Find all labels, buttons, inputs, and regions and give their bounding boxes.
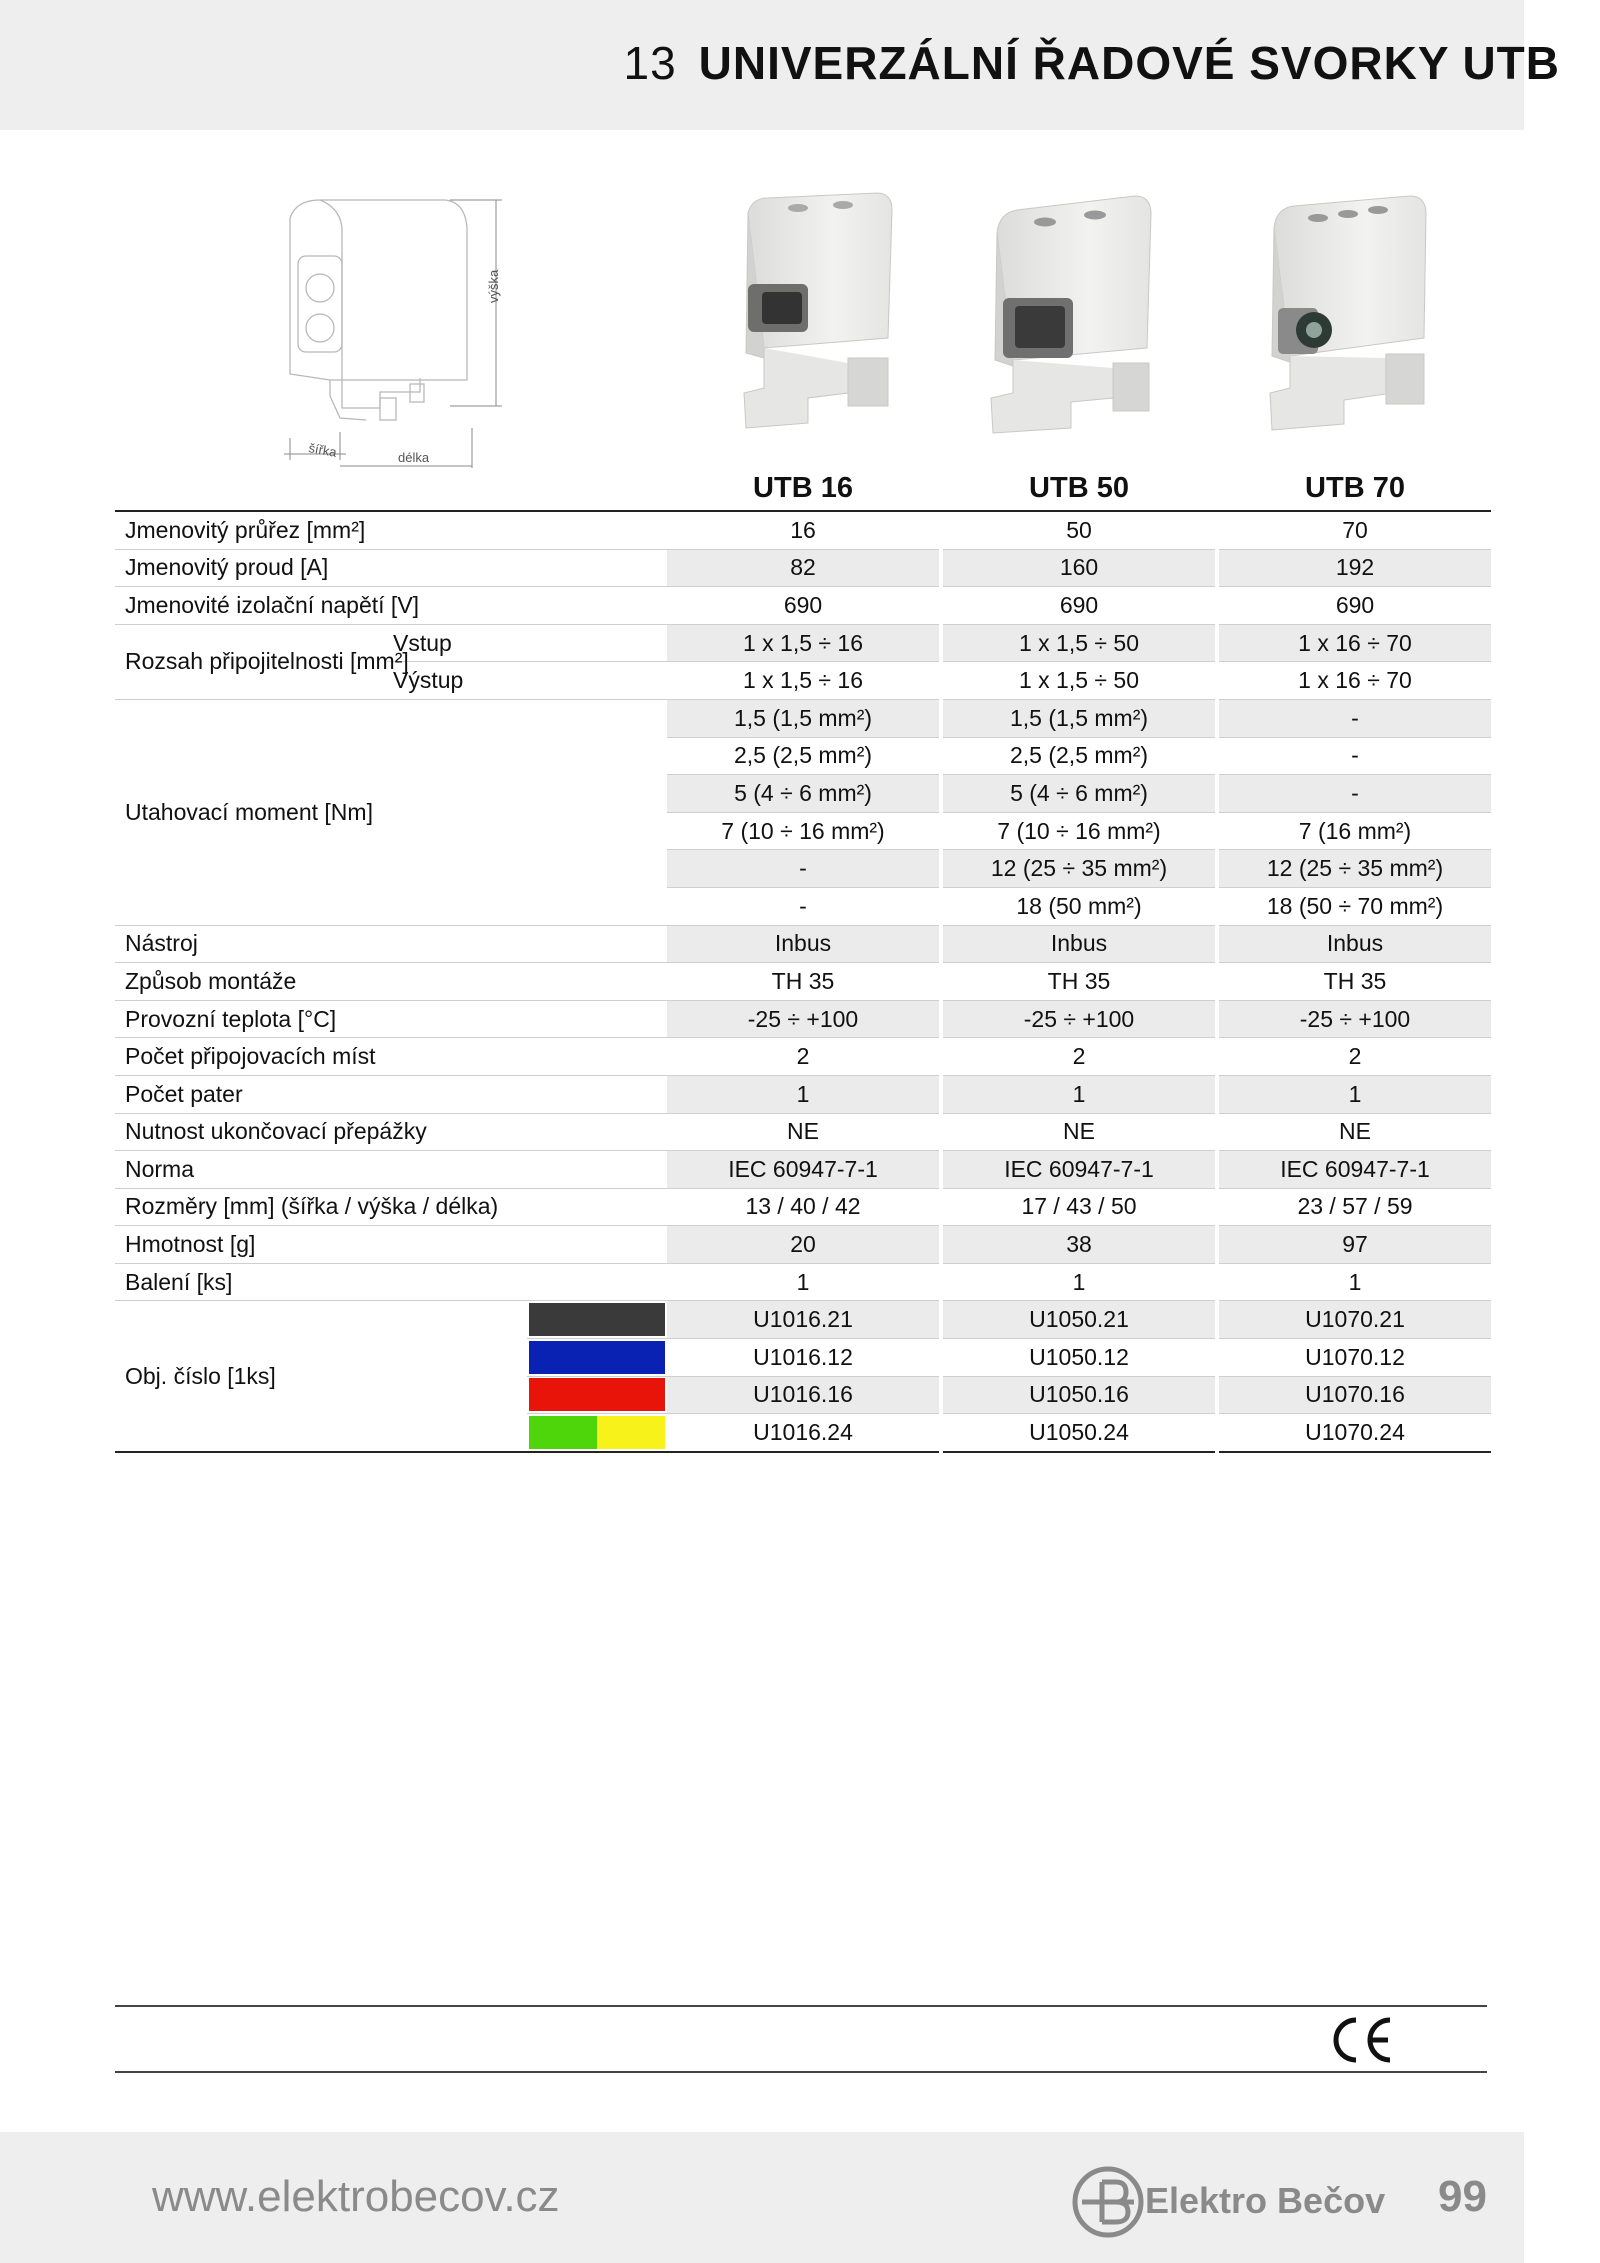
table-cell: - bbox=[1219, 775, 1491, 813]
product-image-utb50 bbox=[985, 188, 1165, 438]
table-cell: U1050.16 bbox=[943, 1377, 1215, 1415]
column-header-utb50: UTB 50 bbox=[943, 466, 1215, 512]
ce-mark-icon bbox=[1328, 2012, 1398, 2068]
table-cell: 1,5 (1,5 mm²) bbox=[667, 700, 939, 738]
table-cell: 5 (4 ÷ 6 mm²) bbox=[667, 775, 939, 813]
table-cell: 2 bbox=[943, 1038, 1215, 1076]
swatch-yellow bbox=[597, 1416, 665, 1449]
table-cell: 5 (4 ÷ 6 mm²) bbox=[943, 775, 1215, 813]
table-cell: 1 bbox=[667, 1076, 939, 1114]
row-label: Rozsah připojitelnosti [mm²] bbox=[115, 625, 387, 700]
table-cell: 23 / 57 / 59 bbox=[1219, 1189, 1491, 1227]
table-cell: IEC 60947-7-1 bbox=[1219, 1151, 1491, 1189]
table-cell: 1 x 1,5 ÷ 16 bbox=[667, 662, 939, 700]
table-row bbox=[115, 926, 1491, 964]
table-cell: TH 35 bbox=[1219, 963, 1491, 1001]
table-cell: -25 ÷ +100 bbox=[943, 1001, 1215, 1039]
table-cell: 18 (50 mm²) bbox=[943, 888, 1215, 926]
row-label: Balení [ks] bbox=[115, 1264, 667, 1302]
table-cell: - bbox=[1219, 738, 1491, 776]
table-cell: 1 x 1,5 ÷ 50 bbox=[943, 625, 1215, 663]
table-cell: 20 bbox=[667, 1226, 939, 1264]
row-label: Obj. číslo [1ks] bbox=[115, 1301, 527, 1452]
table-cell: 192 bbox=[1219, 550, 1491, 588]
table-row bbox=[115, 1189, 1491, 1227]
width-label: šířka bbox=[307, 440, 338, 460]
color-swatch-blue bbox=[529, 1341, 665, 1374]
divider-top bbox=[115, 2005, 1487, 2007]
table-cell: 1 bbox=[667, 1264, 939, 1302]
table-cell: U1050.24 bbox=[943, 1414, 1215, 1453]
row-label: Jmenovitý průřez [mm²] bbox=[115, 512, 667, 550]
row-label: Způsob montáže bbox=[115, 963, 667, 1001]
table-row bbox=[115, 1151, 1491, 1189]
table-cell: U1016.21 bbox=[667, 1301, 939, 1339]
table-cell: 13 / 40 / 42 bbox=[667, 1189, 939, 1227]
table-cell: 38 bbox=[943, 1226, 1215, 1264]
table-cell: 1 bbox=[943, 1264, 1215, 1302]
color-swatch-cell bbox=[527, 1377, 667, 1415]
color-swatch-dark bbox=[529, 1303, 665, 1336]
table-cell: 82 bbox=[667, 550, 939, 588]
height-label: výška bbox=[486, 269, 501, 303]
table-cell: 690 bbox=[667, 587, 939, 625]
table-cell: 2,5 (2,5 mm²) bbox=[667, 738, 939, 776]
row-label: Jmenovité izolační napětí [V] bbox=[115, 587, 667, 625]
table-cell: 1 x 16 ÷ 70 bbox=[1219, 625, 1491, 663]
table-cell: 1 bbox=[1219, 1264, 1491, 1302]
table-cell: U1050.12 bbox=[943, 1339, 1215, 1377]
table-row bbox=[115, 1001, 1491, 1039]
table-row bbox=[115, 1076, 1491, 1114]
column-header-utb70: UTB 70 bbox=[1219, 466, 1491, 512]
table-cell: -25 ÷ +100 bbox=[667, 1001, 939, 1039]
table-cell: 1 bbox=[943, 1076, 1215, 1114]
table-cell: - bbox=[1219, 700, 1491, 738]
row-label: Nástroj bbox=[115, 926, 667, 964]
table-cell: U1070.21 bbox=[1219, 1301, 1491, 1339]
table-cell: 160 bbox=[943, 550, 1215, 588]
row-label: Rozměry [mm] (šířka / výška / délka) bbox=[115, 1189, 667, 1227]
table-cell: 1 x 1,5 ÷ 16 bbox=[667, 625, 939, 663]
table-cell: U1016.12 bbox=[667, 1339, 939, 1377]
page-number: 99 bbox=[1438, 2172, 1487, 2221]
dimension-drawing bbox=[270, 188, 520, 468]
table-cell: IEC 60947-7-1 bbox=[667, 1151, 939, 1189]
table-cell: NE bbox=[667, 1114, 939, 1152]
table-row bbox=[115, 1226, 1491, 1264]
row-label: Hmotnost [g] bbox=[115, 1226, 667, 1264]
table-cell: Inbus bbox=[943, 926, 1215, 964]
table-cell: 17 / 43 / 50 bbox=[943, 1189, 1215, 1227]
table-cell: U1050.21 bbox=[943, 1301, 1215, 1339]
table-row bbox=[115, 1301, 1491, 1339]
table-cell: U1070.16 bbox=[1219, 1377, 1491, 1415]
row-label: Norma bbox=[115, 1151, 667, 1189]
row-label: Jmenovitý proud [A] bbox=[115, 550, 667, 588]
table-cell: U1070.12 bbox=[1219, 1339, 1491, 1377]
length-label: délka bbox=[398, 450, 430, 465]
footer-url-link[interactable]: www.elektrobecov.cz bbox=[152, 2172, 560, 2221]
row-label: Počet pater bbox=[115, 1076, 667, 1114]
color-swatch-cell bbox=[527, 1339, 667, 1377]
color-swatch-red bbox=[529, 1378, 665, 1411]
table-cell: NE bbox=[1219, 1114, 1491, 1152]
spec-table bbox=[115, 466, 1491, 1453]
table-cell: 12 (25 ÷ 35 mm²) bbox=[1219, 850, 1491, 888]
row-sublabel: Vstup bbox=[387, 625, 667, 663]
elektro-becov-logo-icon bbox=[1068, 2162, 1148, 2242]
table-row bbox=[115, 700, 1491, 738]
table-row bbox=[115, 550, 1491, 588]
table-cell: Inbus bbox=[1219, 926, 1491, 964]
row-label: Nutnost ukončovací přepážky bbox=[115, 1114, 667, 1152]
divider-bottom bbox=[115, 2071, 1487, 2073]
chapter-number: 13 bbox=[623, 37, 677, 89]
product-image-utb70 bbox=[1260, 188, 1440, 438]
row-sublabel: Výstup bbox=[387, 662, 667, 700]
table-header-row bbox=[115, 466, 1491, 512]
table-cell: NE bbox=[943, 1114, 1215, 1152]
table-cell: U1016.16 bbox=[667, 1377, 939, 1415]
column-header-utb16: UTB 16 bbox=[667, 466, 939, 512]
table-row bbox=[115, 1038, 1491, 1076]
table-cell: - bbox=[667, 850, 939, 888]
table-cell: TH 35 bbox=[943, 963, 1215, 1001]
table-cell: -25 ÷ +100 bbox=[1219, 1001, 1491, 1039]
table-cell: 1 x 1,5 ÷ 50 bbox=[943, 662, 1215, 700]
table-cell: 7 (10 ÷ 16 mm²) bbox=[667, 813, 939, 851]
table-row bbox=[115, 512, 1491, 550]
table-cell: Inbus bbox=[667, 926, 939, 964]
chapter-title: UNIVERZÁLNÍ ŘADOVÉ SVORKY UTB bbox=[698, 37, 1560, 89]
table-cell: 2 bbox=[1219, 1038, 1491, 1076]
row-label: Počet připojovacích míst bbox=[115, 1038, 667, 1076]
table-cell: 50 bbox=[943, 512, 1215, 550]
table-cell: 1,5 (1,5 mm²) bbox=[943, 700, 1215, 738]
table-cell: 690 bbox=[1219, 587, 1491, 625]
row-label: Utahovací moment [Nm] bbox=[115, 700, 667, 926]
table-cell: 1 x 16 ÷ 70 bbox=[1219, 662, 1491, 700]
color-swatch-cell bbox=[527, 1301, 667, 1339]
brand-name: Elektro Bečov bbox=[1145, 2180, 1386, 2221]
table-cell: TH 35 bbox=[667, 963, 939, 1001]
swatch-green bbox=[529, 1416, 597, 1449]
table-row bbox=[115, 1264, 1491, 1302]
table-cell: 70 bbox=[1219, 512, 1491, 550]
table-row bbox=[115, 1114, 1491, 1152]
table-cell: 7 (10 ÷ 16 mm²) bbox=[943, 813, 1215, 851]
color-swatch-cell bbox=[527, 1414, 667, 1453]
table-cell: 690 bbox=[943, 587, 1215, 625]
table-cell: 1 bbox=[1219, 1076, 1491, 1114]
table-cell: 12 (25 ÷ 35 mm²) bbox=[943, 850, 1215, 888]
table-cell: 16 bbox=[667, 512, 939, 550]
page-title bbox=[623, 36, 1560, 90]
product-image-utb16 bbox=[728, 188, 908, 438]
table-row bbox=[115, 625, 1491, 663]
table-cell: 2 bbox=[667, 1038, 939, 1076]
table-cell: IEC 60947-7-1 bbox=[943, 1151, 1215, 1189]
table-row bbox=[115, 587, 1491, 625]
table-cell: U1070.24 bbox=[1219, 1414, 1491, 1453]
table-cell: U1016.24 bbox=[667, 1414, 939, 1453]
table-cell: 2,5 (2,5 mm²) bbox=[943, 738, 1215, 776]
table-cell: 7 (16 mm²) bbox=[1219, 813, 1491, 851]
table-cell: - bbox=[667, 888, 939, 926]
row-label: Provozní teplota [°C] bbox=[115, 1001, 667, 1039]
color-swatch-green-yellow bbox=[529, 1416, 665, 1449]
table-row bbox=[115, 963, 1491, 1001]
table-cell: 97 bbox=[1219, 1226, 1491, 1264]
table-cell: 18 (50 ÷ 70 mm²) bbox=[1219, 888, 1491, 926]
